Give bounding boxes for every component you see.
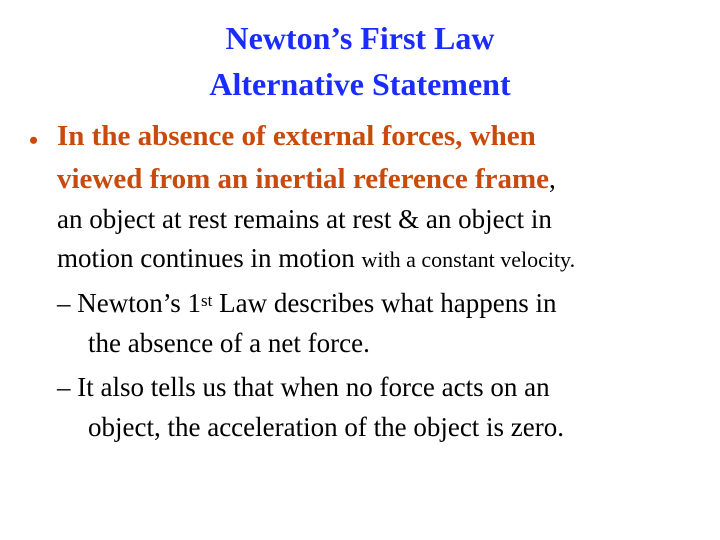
subbullet-dash: – — [57, 372, 78, 402]
bullet-emphasis-line-2 — [57, 163, 556, 195]
subbullet-2-line-2: object, the acceleration of the object is zero. — [88, 412, 565, 442]
subbullet-1-prefix: Newton’s 1 — [77, 288, 201, 318]
subbullet-1-line-2: the absence of a net force. — [88, 328, 370, 358]
slide-subtitle: Alternative Statement — [209, 66, 511, 102]
subbullet-dash: – — [57, 288, 78, 318]
bullet-marker: • — [29, 126, 39, 155]
bullet-emphasis-line-1: In the absence of external forces, when — [57, 120, 536, 152]
ordinal-superscript: st — [201, 291, 213, 310]
bullet-body-main: motion continues in motion — [57, 243, 362, 273]
subbullet-2-line-1 — [57, 371, 550, 403]
bullet-emphasis-text: viewed from an inertial reference frame — [57, 163, 550, 195]
slide-title: Newton’s First Law — [225, 20, 495, 56]
bullet-comma: , — [549, 164, 556, 194]
bullet-body-line-2 — [57, 242, 575, 276]
subbullet-1-suffix: Law describes what happens in — [212, 288, 557, 318]
subbullet-2-text: It also tells us that when no force acts on an — [77, 372, 550, 402]
bullet-body-small: with a constant velocity. — [361, 247, 576, 272]
subbullet-1-line-1 — [57, 287, 557, 319]
bullet-body-line-1: an object at rest remains at rest & an object in — [57, 204, 552, 234]
